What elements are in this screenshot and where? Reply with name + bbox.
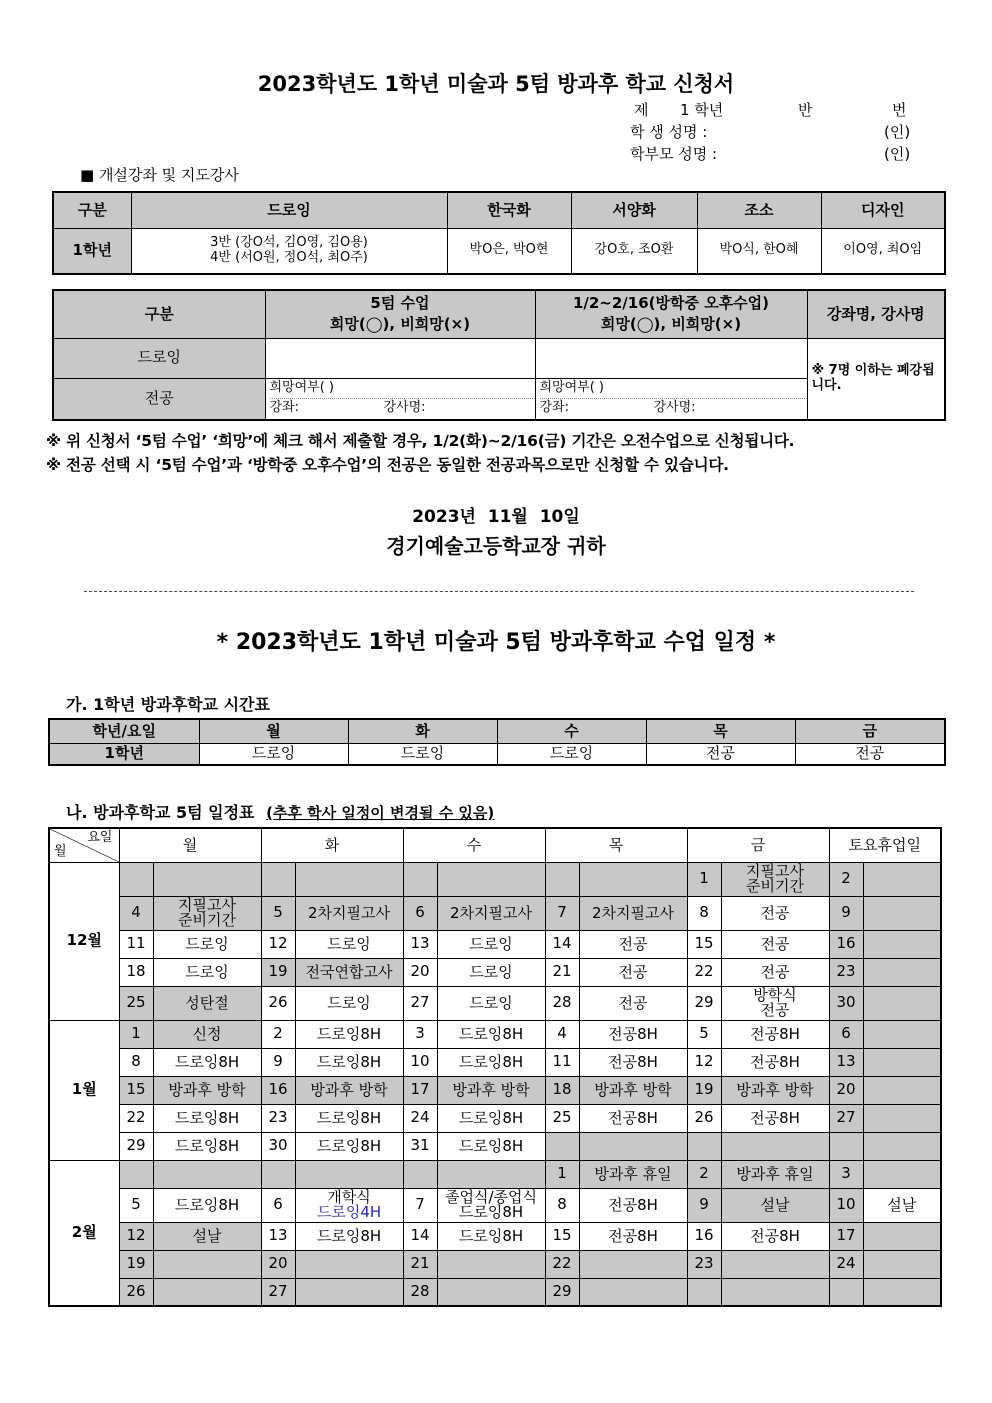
- calendar-event: [437, 862, 545, 896]
- calendar-event: 드로잉: [437, 958, 545, 986]
- calendar-date: 23: [829, 958, 863, 986]
- calendar-event: [721, 1278, 829, 1306]
- calendar-event: 드로잉: [295, 986, 403, 1020]
- apply-header-vacation-sub: 희망(◯), 비희망(×): [600, 315, 742, 334]
- calendar-event: [863, 1250, 941, 1278]
- calendar-date: 22: [545, 1250, 579, 1278]
- calendar-date: 6: [403, 896, 437, 930]
- calendar-date: 23: [687, 1250, 721, 1278]
- timetable-cell: 전공: [795, 743, 945, 765]
- calendar-event: [579, 862, 687, 896]
- calendar-date: 10: [829, 1188, 863, 1222]
- calendar-date: [545, 1132, 579, 1160]
- teachers-header: 서양화: [571, 192, 697, 228]
- calendar-date: 4: [545, 1020, 579, 1048]
- calendar-date: 26: [261, 986, 295, 1020]
- calendar-date: 1: [119, 1020, 153, 1048]
- form-date: 2023년 11월 10일: [412, 507, 580, 527]
- calendar-event: 드로잉8H: [295, 1222, 403, 1250]
- info-class: 반: [798, 101, 813, 119]
- calendar-event: 전공8H: [721, 1048, 829, 1076]
- calendar-event: 전공: [579, 930, 687, 958]
- calendar-event: 전공8H: [579, 1222, 687, 1250]
- apply-note: ※ 7명 이하는 폐강됩니다.: [807, 338, 945, 420]
- calendar-event: [437, 1250, 545, 1278]
- teacher-label: 강사명:: [383, 399, 426, 415]
- drawing-teachers: [131, 228, 447, 274]
- calendar-event: [579, 1250, 687, 1278]
- student-info: [630, 99, 920, 165]
- calendar-date: 17: [403, 1076, 437, 1104]
- month-label: 12월: [49, 862, 119, 1020]
- calendar-event: [863, 1076, 941, 1104]
- calendar-date: 12: [261, 930, 295, 958]
- calendar-event: [863, 1278, 941, 1306]
- timetable-header: 금: [795, 719, 945, 743]
- timetable: [48, 718, 946, 766]
- corner-month-label: 월: [54, 843, 67, 859]
- calendar-event: 드로잉8H: [437, 1132, 545, 1160]
- calendar-event: 전공: [579, 986, 687, 1020]
- calendar-date: 21: [545, 958, 579, 986]
- calendar-date: 9: [829, 896, 863, 930]
- calendar-event: 방과후 휴일: [579, 1160, 687, 1188]
- calendar-event: 전공: [579, 958, 687, 986]
- calendar-date: 29: [545, 1278, 579, 1306]
- calendar-event: 설날: [863, 1188, 941, 1222]
- teacher-label: 강사명:: [653, 399, 696, 415]
- calendar-event: 전공8H: [721, 1222, 829, 1250]
- calendar-date: 29: [119, 1132, 153, 1160]
- calendar-date: 1: [545, 1160, 579, 1188]
- calendar-date: [119, 1160, 153, 1188]
- hope-field: 희망여부( ): [269, 379, 335, 395]
- calendar-event: [863, 896, 941, 930]
- teachers-row-label: 1학년: [53, 228, 131, 274]
- calendar-date: 23: [261, 1104, 295, 1132]
- timetable-cell: 전공: [646, 743, 795, 765]
- calendar-event: 설날: [153, 1222, 261, 1250]
- timetable-cell: 드로잉: [497, 743, 646, 765]
- calendar-event: 드로잉8H: [437, 1020, 545, 1048]
- calendar-event: [863, 1048, 941, 1076]
- calendar-event: 지필고사 준비기간: [153, 896, 261, 930]
- month-label: 1월: [49, 1020, 119, 1160]
- calendar-date: 21: [403, 1250, 437, 1278]
- calendar-date: 16: [687, 1222, 721, 1250]
- apply-header-5term-title: 5텀 수업: [370, 294, 430, 312]
- hope-field: 희망여부( ): [539, 379, 605, 395]
- calendar-date: 11: [545, 1048, 579, 1076]
- calendar-event: 전공8H: [579, 1104, 687, 1132]
- note-2: ※ 전공 선택 시 ‘5텀 수업’과 ‘방학중 오후수업’의 전공은 동일한 전공과목으로만 신청할 수 있습니다.: [46, 456, 729, 474]
- calendar-date: [403, 1160, 437, 1188]
- calendar-date: 27: [403, 986, 437, 1020]
- calendar-date: [687, 1278, 721, 1306]
- calendar-date: 20: [261, 1250, 295, 1278]
- calendar-event: [863, 986, 941, 1020]
- calendar-event: [295, 862, 403, 896]
- calendar-date: 15: [687, 930, 721, 958]
- teachers-header: 한국화: [447, 192, 571, 228]
- calendar-event: 성탄절: [153, 986, 261, 1020]
- apply-header-course: 강좌명, 강사명: [807, 290, 945, 338]
- calendar-event: [153, 862, 261, 896]
- calendar-date: 12: [687, 1048, 721, 1076]
- calendar-event: 방과후 방학: [153, 1076, 261, 1104]
- calendar-event: 전공8H: [579, 1048, 687, 1076]
- calendar-date: 19: [119, 1250, 153, 1278]
- calendar-event: 전공8H: [721, 1104, 829, 1132]
- calendar-date: 25: [119, 986, 153, 1020]
- timetable-cell: 드로잉: [348, 743, 497, 765]
- calendar-date: [687, 1132, 721, 1160]
- calendar-note: (추후 학사 일정이 변경될 수 있음): [266, 804, 495, 822]
- calendar-date: 5: [261, 896, 295, 930]
- calendar-date: 9: [261, 1048, 295, 1076]
- calendar-date: 8: [119, 1048, 153, 1076]
- student-seal: (인): [884, 123, 911, 141]
- calendar-event: [437, 1160, 545, 1188]
- calendar-date: 7: [545, 896, 579, 930]
- calendar-heading-wrap: [66, 800, 494, 823]
- calendar-event: 2차지필고사: [437, 896, 545, 930]
- calendar-date: 3: [829, 1160, 863, 1188]
- calendar-date: 2: [687, 1160, 721, 1188]
- calendar-event: 드로잉: [437, 986, 545, 1020]
- calendar-date: 16: [829, 930, 863, 958]
- timetable-header: 화: [348, 719, 497, 743]
- calendar-date: 20: [829, 1076, 863, 1104]
- drawing-vacation-field[interactable]: [535, 338, 807, 378]
- calendar-event: [863, 1132, 941, 1160]
- timetable-cell: 1학년: [49, 743, 199, 765]
- calendar-event: [153, 1160, 261, 1188]
- calendar-date: 16: [261, 1076, 295, 1104]
- corner-day-label: 요일: [87, 830, 113, 845]
- calendar-event: [863, 1020, 941, 1048]
- event-line: 드로잉4H: [316, 1203, 382, 1221]
- teachers-cell: 박O은, 박O현: [447, 228, 571, 274]
- calendar-date: 13: [261, 1222, 295, 1250]
- calendar-date: 25: [545, 1104, 579, 1132]
- calendar-date: 24: [829, 1250, 863, 1278]
- apply-header-5term-sub: 희망(◯), 비희망(×): [329, 315, 471, 334]
- calendar-event: [153, 1250, 261, 1278]
- info-grade-prefix: 제: [634, 101, 649, 119]
- calendar-event: 전공8H: [579, 1020, 687, 1048]
- calendar-date: 8: [687, 896, 721, 930]
- calendar-table: [48, 827, 942, 1307]
- calendar-event: 드로잉: [295, 930, 403, 958]
- calendar-header: 토요휴업일: [829, 828, 941, 862]
- calendar-event: [437, 1278, 545, 1306]
- apply-header-vacation: [535, 290, 807, 338]
- parent-name-label: 학부모 성명 :: [630, 145, 718, 163]
- calendar-date: 26: [119, 1278, 153, 1306]
- teachers-cell: 강O호, 조O환: [571, 228, 697, 274]
- form-recipient: 경기예술고등학교장 귀하: [386, 534, 606, 558]
- calendar-date: 18: [545, 1076, 579, 1104]
- schedule-title: * 2023학년도 1학년 미술과 5텀 방과후학교 수업 일정 *: [216, 630, 776, 655]
- apply-row-drawing: 드로잉: [53, 338, 265, 378]
- calendar-date: 28: [403, 1278, 437, 1306]
- student-name-label: 학 생 성명 :: [630, 123, 708, 141]
- timetable-heading: 가. 1학년 방과후학교 시간표: [66, 695, 270, 714]
- calendar-event: 2차지필고사: [295, 896, 403, 930]
- calendar-event: 드로잉8H: [153, 1132, 261, 1160]
- calendar-date: [403, 862, 437, 896]
- calendar-date: 2: [261, 1020, 295, 1048]
- calendar-date: 20: [403, 958, 437, 986]
- calendar-date: 5: [119, 1188, 153, 1222]
- calendar-event: 2차지필고사: [579, 896, 687, 930]
- calendar-header: 금: [687, 828, 829, 862]
- calendar-event: [295, 1188, 403, 1222]
- calendar-date: 30: [261, 1132, 295, 1160]
- course-label: 강좌:: [539, 399, 569, 415]
- calendar-event: 방과후 방학: [579, 1076, 687, 1104]
- calendar-event: 드로잉8H: [437, 1048, 545, 1076]
- calendar-event: 드로잉8H: [295, 1104, 403, 1132]
- teachers-table: [52, 191, 946, 275]
- calendar-date: 6: [829, 1020, 863, 1048]
- calendar-date: 28: [545, 986, 579, 1020]
- calendar-date: 2: [829, 862, 863, 896]
- major-vacation-field[interactable]: [535, 378, 807, 420]
- cut-line: [84, 591, 914, 592]
- calendar-date: 29: [687, 986, 721, 1020]
- calendar-event: [863, 1160, 941, 1188]
- calendar-event: 지필고사 준비기간: [721, 862, 829, 896]
- calendar-date: 27: [261, 1278, 295, 1306]
- calendar-header: 월: [119, 828, 261, 862]
- calendar-event: 방과후 방학: [295, 1076, 403, 1104]
- timetable-header: 수: [497, 719, 646, 743]
- calendar-event: [295, 1278, 403, 1306]
- calendar-event: 전공8H: [721, 1020, 829, 1048]
- apply-row-major: 전공: [53, 378, 265, 420]
- calendar-event: [863, 958, 941, 986]
- info-number: 번: [892, 101, 907, 119]
- calendar-event: [863, 1222, 941, 1250]
- calendar-event: [295, 1160, 403, 1188]
- calendar-date: 5: [687, 1020, 721, 1048]
- drawing-teachers-line: 3반 (강O석, 김O영, 김O용): [210, 234, 368, 250]
- calendar-date: 12: [119, 1222, 153, 1250]
- calendar-event: 전공: [721, 896, 829, 930]
- calendar-event: [721, 1250, 829, 1278]
- apply-header-5term: [265, 290, 535, 338]
- drawing-5term-field[interactable]: [265, 338, 535, 378]
- calendar-date: [829, 1132, 863, 1160]
- calendar-date: 14: [403, 1222, 437, 1250]
- calendar-header: 화: [261, 828, 403, 862]
- teachers-header: 조소: [697, 192, 821, 228]
- apply-header-gubun: 구분: [53, 290, 265, 338]
- calendar-event: 방학식 전공: [721, 986, 829, 1020]
- calendar-date: 4: [119, 896, 153, 930]
- timetable-header: 목: [646, 719, 795, 743]
- calendar-event: [579, 1132, 687, 1160]
- calendar-date: 13: [829, 1048, 863, 1076]
- calendar-date: 19: [261, 958, 295, 986]
- calendar-header: 수: [403, 828, 545, 862]
- calendar-date: 26: [687, 1104, 721, 1132]
- month-label: 2월: [49, 1160, 119, 1306]
- calendar-event: 신정: [153, 1020, 261, 1048]
- calendar-header: 목: [545, 828, 687, 862]
- calendar-event: 전공8H: [579, 1188, 687, 1222]
- calendar-event: [579, 1278, 687, 1306]
- calendar-date: 3: [403, 1020, 437, 1048]
- calendar-event: 드로잉8H: [295, 1048, 403, 1076]
- course-label: 강좌:: [269, 399, 299, 415]
- calendar-event: [863, 1104, 941, 1132]
- calendar-date: 6: [261, 1188, 295, 1222]
- calendar-date: 18: [119, 958, 153, 986]
- calendar-corner: [49, 828, 119, 862]
- calendar-date: 15: [545, 1222, 579, 1250]
- calendar-date: 17: [829, 1222, 863, 1250]
- calendar-event: 드로잉: [437, 930, 545, 958]
- calendar-date: 27: [829, 1104, 863, 1132]
- calendar-date: [261, 862, 295, 896]
- timetable-header: 월: [199, 719, 348, 743]
- calendar-date: 7: [403, 1188, 437, 1222]
- event-line: 개학식: [327, 1188, 371, 1206]
- calendar-date: 9: [687, 1188, 721, 1222]
- calendar-event: 방과후 방학: [721, 1076, 829, 1104]
- note-1: ※ 위 신청서 ‘5텀 수업’ ‘희망’에 체크 해서 제출할 경우, 1/2(화)~2/16(금) 기간은 오전수업으로 신청됩니다.: [46, 432, 795, 450]
- major-5term-field[interactable]: [265, 378, 535, 420]
- drawing-teachers-line: 4반 (서O원, 정O석, 최O주): [210, 249, 368, 265]
- application-table: [52, 289, 946, 421]
- calendar-date: 24: [403, 1104, 437, 1132]
- teachers-header: 드로잉: [131, 192, 447, 228]
- info-grade: 1 학년: [680, 101, 724, 119]
- calendar-date: 14: [545, 930, 579, 958]
- calendar-event: 전국연합고사: [295, 958, 403, 986]
- timetable-cell: 드로잉: [199, 743, 348, 765]
- calendar-date: [829, 1278, 863, 1306]
- apply-header-vacation-title: 1/2~2/16(방학중 오후수업): [572, 294, 770, 312]
- calendar-event: 드로잉8H: [295, 1132, 403, 1160]
- calendar-date: 15: [119, 1076, 153, 1104]
- calendar-event: 방과후 방학: [437, 1076, 545, 1104]
- calendar-event: 드로잉8H: [153, 1188, 261, 1222]
- calendar-event: 전공: [721, 958, 829, 986]
- teachers-cell: 박O식, 한O혜: [697, 228, 821, 274]
- calendar-event: [863, 930, 941, 958]
- calendar-date: 11: [119, 930, 153, 958]
- calendar-event: 드로잉: [153, 958, 261, 986]
- calendar-date: 13: [403, 930, 437, 958]
- calendar-date: 31: [403, 1132, 437, 1160]
- calendar-event: 드로잉: [153, 930, 261, 958]
- calendar-date: [261, 1160, 295, 1188]
- form-title: 2023학년도 1학년 미술과 5텀 방과후 학교 신청서: [257, 72, 735, 96]
- calendar-date: 10: [403, 1048, 437, 1076]
- teachers-header: 디자인: [821, 192, 945, 228]
- calendar-date: 22: [119, 1104, 153, 1132]
- calendar-date: 8: [545, 1188, 579, 1222]
- calendar-date: 30: [829, 986, 863, 1020]
- teachers-cell: 이O영, 최O임: [821, 228, 945, 274]
- calendar-date: 22: [687, 958, 721, 986]
- calendar-event: 드로잉8H: [153, 1104, 261, 1132]
- calendar-event: 졸업식/종업식 드로잉8H: [437, 1188, 545, 1222]
- parent-seal: (인): [884, 145, 911, 163]
- calendar-event: 드로잉8H: [437, 1104, 545, 1132]
- timetable-header: 학년/요일: [49, 719, 199, 743]
- teachers-header: 구분: [53, 192, 131, 228]
- calendar-event: 드로잉8H: [437, 1222, 545, 1250]
- calendar-event: 방과후 휴일: [721, 1160, 829, 1188]
- calendar-event: [153, 1278, 261, 1306]
- calendar-event: 드로잉8H: [295, 1020, 403, 1048]
- calendar-date: 1: [687, 862, 721, 896]
- calendar-date: [545, 862, 579, 896]
- calendar-heading: 나. 방과후학교 5텀 일정표: [66, 803, 255, 822]
- calendar-date: [119, 862, 153, 896]
- calendar-event: [721, 1132, 829, 1160]
- calendar-event: 전공: [721, 930, 829, 958]
- calendar-event: [295, 1250, 403, 1278]
- section-label: ■ 개설강좌 및 지도강사: [80, 166, 239, 184]
- calendar-event: [863, 862, 941, 896]
- calendar-event: 드로잉8H: [153, 1048, 261, 1076]
- calendar-date: 19: [687, 1076, 721, 1104]
- calendar-event: 설날: [721, 1188, 829, 1222]
